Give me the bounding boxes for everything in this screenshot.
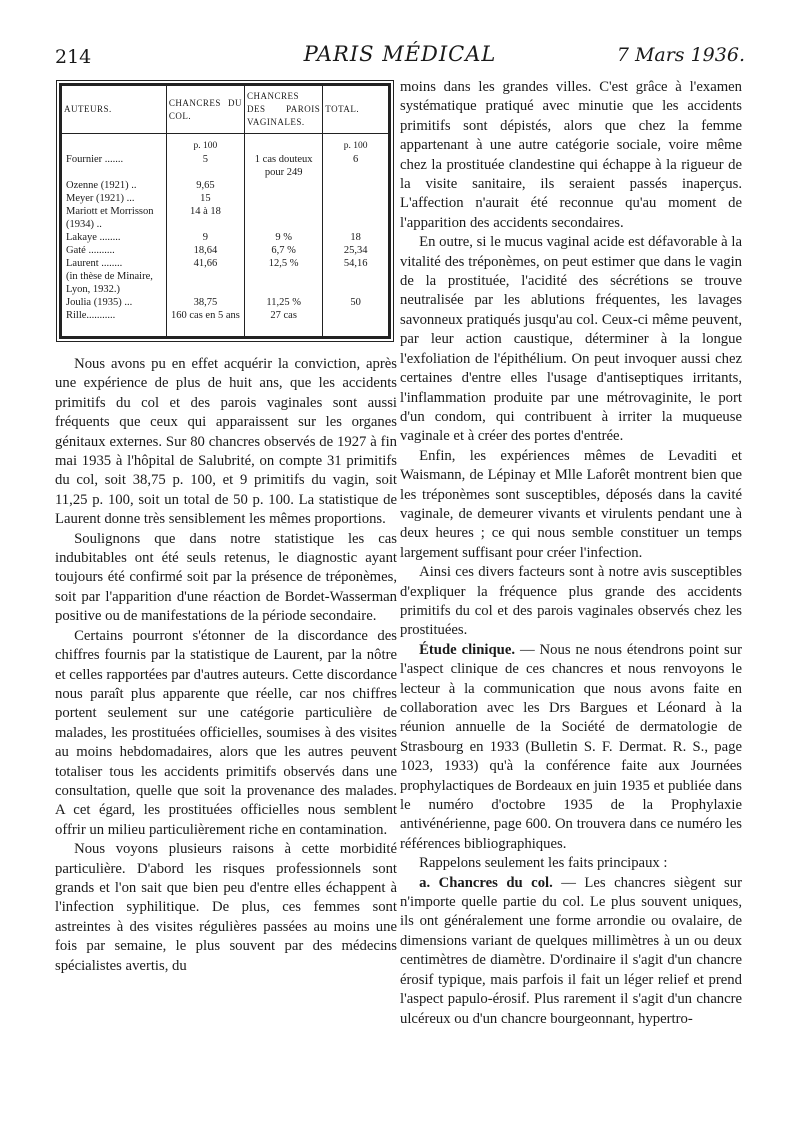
table-cell: Lakaye ........ xyxy=(66,232,121,243)
body-paragraph: Nous avons pu en effet acquérir la conviction, après une expérience de plus de huit ans, que les accidents primitifs du col et des parois vaginales sont aussi fréquents que ceux qui apparaissent sur les organes génitaux externes. Sur 80 chancres observés de 1927 à fin mai 1935 à l'hôpital de Salubrité, on compte 31 primitifs du col, soit 38,75 p. 100, et 9 primitifs du vagin, soit 11,25 p. 100, soit un total de 50 p. 100. La statistique de Laurent donne très sensiblement les mêmes proportions. xyxy=(55,356,397,528)
table-row xyxy=(62,192,388,205)
table-cell: 41,66 xyxy=(166,257,244,270)
body-paragraph: Rappelons seulement les faits principaux : xyxy=(419,855,668,872)
table-cell xyxy=(323,270,388,296)
table-cell: 6 xyxy=(323,153,388,179)
table-cell: 9 xyxy=(166,231,244,244)
statistics-table xyxy=(62,86,388,336)
table-cell: Mariott et Morrisson (1934) .. xyxy=(66,206,154,230)
section-heading: Étude clinique. xyxy=(419,641,516,658)
table-cell: 9 % xyxy=(245,231,323,244)
table-cell: 11,25 % xyxy=(245,296,323,309)
table-cell xyxy=(245,205,323,231)
table-cell xyxy=(245,134,323,154)
table-cell: 25,34 xyxy=(323,244,388,257)
table-cell: 38,75 xyxy=(166,296,244,309)
table-cell: 14 à 18 xyxy=(166,205,244,231)
table-header-cell: CHANCRES DU COL. xyxy=(166,86,244,134)
table-header-cell: AUTEURS. xyxy=(62,86,166,134)
table-cell: Fournier ....... xyxy=(66,154,124,165)
table-cell: Rille........... xyxy=(66,310,116,321)
table-row xyxy=(62,205,388,231)
table-row xyxy=(62,153,388,179)
table-cell: Joulia (1935) ... xyxy=(66,297,133,308)
journal-title: PARIS MÉDICAL xyxy=(303,42,497,66)
body-paragraph: Ainsi ces divers facteurs sont à notre avis susceptibles d'expliquer la fréquence plus grande des accidents primitifs du col et des parois vaginales observés chez les prostituées. xyxy=(400,564,742,639)
table-cell: Ozenne (1921) .. xyxy=(66,180,137,191)
table-cell: (in thèse de Minaire, Lyon, 1932.) xyxy=(66,271,153,295)
table-cell xyxy=(245,192,323,205)
statistics-table-frame xyxy=(59,83,391,339)
table-cell: 12,5 % xyxy=(245,257,323,270)
table-cell: 160 cas en 5 ans xyxy=(166,309,244,336)
table-row xyxy=(62,296,388,309)
section-paragraph-etude-clinique xyxy=(400,641,742,854)
table-cell xyxy=(245,270,323,296)
table-cell: p. 100 xyxy=(166,134,244,154)
table-cell xyxy=(62,134,166,154)
section-text: — Les chancres siègent sur n'importe quelle partie du col. Le plus souvent uniques, ils ont généralement une forme arrondie ou ovalaire, de dimensions variant de quelques millimètres à un ou deux centimètres de diamètre. D'ordinaire il s'agit d'un chancre érosif typique, mais parfois il fait un léger relief et prend l'aspect papulo-érosif. Plus rarement il s'agit d'un chancre ulcéreux ou d'un chancre bourgeonnant, hypertro- xyxy=(400,874,742,1027)
body-paragraph: En outre, si le mucus vaginal acide est défavorable à la vitalité des tréponèmes, on peut estimer que dans le vagin de la prostituée, l'acidité des sécrétions se trouve neutralisée par les ablutions fréquentes, les lavages savonneux pratiqués jusqu'au col. Ceux-ci même peuvent, par leur action caustique, déterminer à la longue l'exfoliation de l'épithélium. On peut invoquer aussi chez certaines d'entre elles l'usage d'antiseptiques irritants, l'inflammation produite par une métrovaginite, le port d'un condom, qui contribuent à irriter la muqueuse vaginale et à créer des portes d'entrée. xyxy=(400,234,742,445)
table-cell: p. 100 xyxy=(323,134,388,154)
body-paragraph: Soulignons que dans notre statistique les cas indubitables ont été seuls retenus, le diagnostic ayant toujours été confirmé soit par la présence de tréponèmes, soit par l'apparition d'une réaction de Bordet-Wasserman positive ou de manifestations de la période secondaire. xyxy=(55,530,397,625)
page-number: 214 xyxy=(55,46,92,68)
table-row xyxy=(62,270,388,296)
table-row xyxy=(62,257,388,270)
table-cell: Meyer (1921) ... xyxy=(66,193,135,204)
table-unit-row xyxy=(62,134,388,154)
table-cell xyxy=(245,179,323,192)
section-text: — Nous ne nous étendrons point sur l'aspect clinique de ces chancres et nous renvoyons le lecteur à la communication que nous avons faite en collaboration avec les Drs Bargues et Léonard à la réunion annuelle de la Société de dermatologie de Strasbourg en 1933 (Bulletin S. F. Dermat. R. S., page 1023, 1933) qu'à la conférence faite aux Journées prophylactiques de Bordeaux en juin 1935 et publiée dans le numéro d'octobre 1935 de la Prophylaxie antivénérienne, page 600. On trouvera dans ce numéro les références bibliographiques. xyxy=(400,641,742,852)
table-row xyxy=(62,309,388,336)
table-cell: 9,65 xyxy=(166,179,244,192)
table-header-cell: TOTAL. xyxy=(323,86,388,134)
right-column xyxy=(400,78,742,1029)
table-cell xyxy=(323,309,388,336)
table-cell xyxy=(166,270,244,296)
table-cell: 1 cas douteux pour 249 xyxy=(245,153,323,179)
table-cell xyxy=(323,205,388,231)
issue-date: 7 Mars 1936. xyxy=(616,44,745,66)
table-cell: Laurent ........ xyxy=(66,258,123,269)
table-row xyxy=(62,244,388,257)
table-cell: 5 xyxy=(166,153,244,179)
section-heading: a. Chancres du col. xyxy=(419,874,553,891)
body-paragraph: moins dans les grandes villes. C'est grâce à l'examen systématique pratiqué avec minutie que les accidents primitifs sont dépistés, alors que chez la femme appartenant à une autre catégorie sociale, voire même chez la prostituée clandestine qui échappe à la rigueur de la visite sanitaire, ils seraient passés inaperçus. L'affection n'aurait été reconnue qu'au moment de l'apparition des accidents secondaires. xyxy=(400,79,742,231)
table-cell: 18,64 xyxy=(166,244,244,257)
table-cell: 15 xyxy=(166,192,244,205)
body-paragraph: Enfin, les expériences mêmes de Levaditi et Waismann, de Lépinay et Mlle Laforêt montrent bien que les tréponèmes sont susceptibles, déposés dans la cavité vaginale, de demeurer vivants et virulents pendant une à deux heures ; ce qui nous semble constituer un temps largement suffisant pour créer l'infection. xyxy=(400,447,742,561)
table-header-cell: CHANCRES DES PAROIS VAGINALES. xyxy=(245,86,323,134)
body-paragraph: Nous voyons plusieurs raisons à cette morbidité particulière. D'abord les risques professionnels sont grands et l'on sait que bien peu d'entre elles échappent à l'infection syphilitique. De plus, ces femmes sont astreintes à des visites régulières passées au moins une fois par semaine, le plus souvent par des médecins spécialistes avertis, du xyxy=(55,841,397,974)
left-column xyxy=(55,78,397,976)
section-paragraph-chancres-du-col xyxy=(400,874,742,1029)
table-cell: Gaté .......... xyxy=(66,245,115,256)
table-cell: 50 xyxy=(323,296,388,309)
table-cell: 18 xyxy=(323,231,388,244)
table-cell: 6,7 % xyxy=(245,244,323,257)
table-cell xyxy=(323,179,388,192)
table-header-row xyxy=(62,86,388,134)
table-cell: 27 cas xyxy=(245,309,323,336)
table-row xyxy=(62,231,388,244)
table-cell: 54,16 xyxy=(323,257,388,270)
page-header xyxy=(55,38,745,72)
table-row xyxy=(62,179,388,192)
table-cell xyxy=(323,192,388,205)
body-paragraph: Certains pourront s'étonner de la discordance des chiffres fournis par la statistique de Laurent, par la nôtre et celles rapportées par d'autres auteurs. Cette discordance nous paraît plus apparente que réelle, car nos chiffres portent seulement sur une catégorie particulière de malades, les prostituées officielles, soumises à des visites au moins hebdomadaires, alors que les autres peuvent totaliser tous les accidents primitifs observés dans une consultation, quelle que soit la provenance des malades. A cet égard, les prostituées officielles nous semblent offrir un milieu particulièrement riche en contamination. xyxy=(55,627,397,838)
